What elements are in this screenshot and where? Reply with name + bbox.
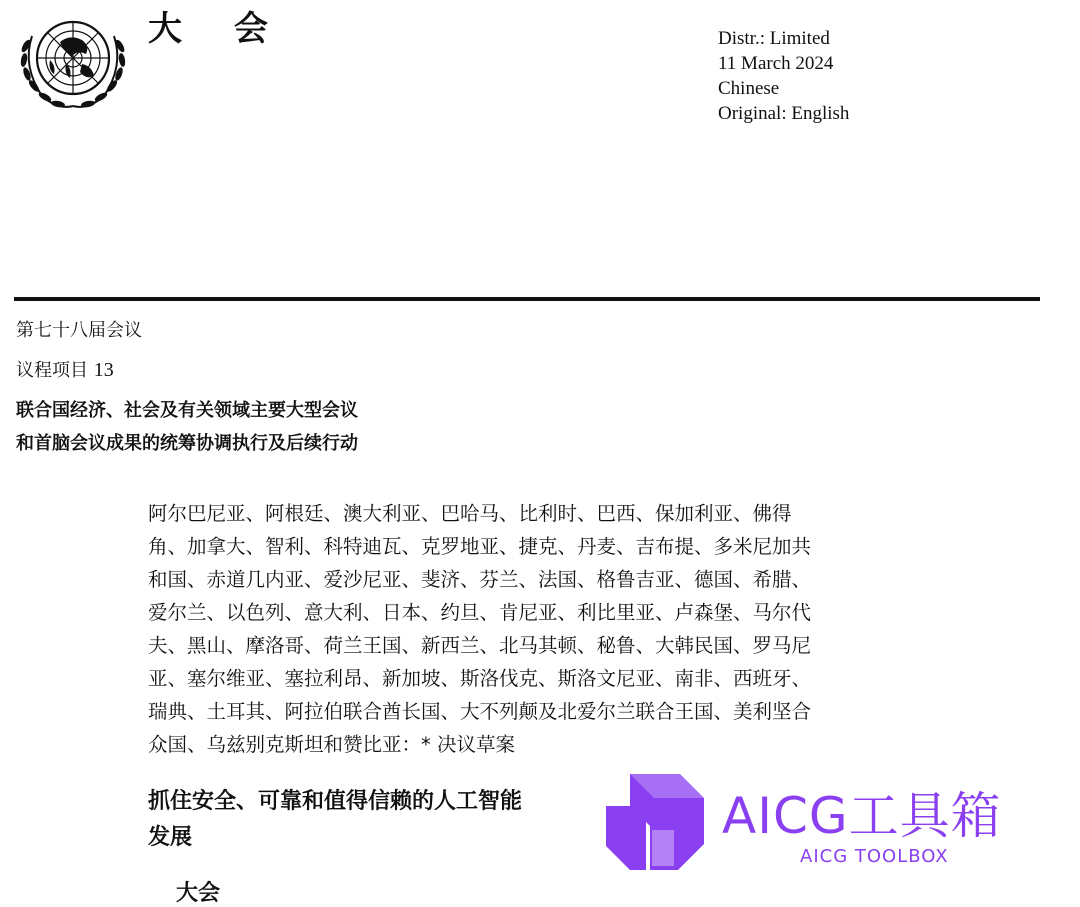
agenda-item	[16, 356, 114, 382]
sponsor-line: 和国、赤道几内亚、爱沙尼亚、斐济、芬兰、法国、格鲁吉亚、德国、希腊、	[148, 568, 812, 591]
sponsor-line: 阿尔巴尼亚、阿根廷、澳大利亚、巴哈马、比利时、巴西、保加利亚、佛得	[148, 502, 792, 525]
session-label: 第七十八届会议	[16, 320, 142, 341]
un-emblem-icon	[12, 6, 134, 116]
draft-title-line: 发展	[148, 825, 193, 850]
watermark-title: AICG工具箱	[722, 787, 1002, 845]
original-language: Original: English	[718, 103, 850, 124]
sponsor-line: 瑞典、土耳其、阿拉伯联合酋长国、大不列颠及北爱尔兰联合王国、美利坚合	[148, 700, 812, 723]
draft-resolution-title	[148, 784, 522, 856]
sponsor-line: 夫、黑山、摩洛哥、荷兰王国、新西兰、北马其顿、秘鲁、大韩民国、罗马尼	[148, 634, 812, 657]
assembly-paragraph-start: 大会	[176, 881, 221, 906]
sponsor-list	[148, 497, 912, 761]
agenda-item-title	[16, 394, 358, 460]
sponsor-line: 角、加拿大、智利、科特迪瓦、克罗地亚、捷克、丹麦、吉布提、多米尼加共	[148, 535, 812, 558]
draft-title-line: 抓住安全、可靠和值得信赖的人工智能	[148, 789, 523, 814]
sponsor-line: 众国、乌兹别克斯坦和赞比亚：* 决议草案	[148, 733, 515, 756]
document-date: 11 March 2024	[718, 53, 834, 74]
document-language: Chinese	[718, 78, 780, 99]
distribution-status: Distr.: Limited	[718, 28, 830, 49]
agenda-title-line: 和首脑会议成果的统筹协调执行及后续行动	[16, 433, 358, 454]
agenda-number: 13	[93, 359, 114, 381]
watermark-subtitle: AICG TOOLBOX	[800, 846, 949, 867]
header-divider	[14, 297, 1040, 301]
agenda-prefix: 议程项目	[16, 360, 88, 381]
document-body-title: 大 会	[148, 9, 288, 49]
aicg-logo-icon	[600, 766, 712, 878]
distribution-block	[718, 26, 849, 126]
aicg-watermark	[560, 760, 1080, 890]
agenda-title-line: 联合国经济、社会及有关领域主要大型会议	[16, 400, 358, 421]
sponsor-line: 爱尔兰、以色列、意大利、日本、约旦、肯尼亚、利比里亚、卢森堡、马尔代	[148, 601, 812, 624]
sponsor-line: 亚、塞尔维亚、塞拉利昂、新加坡、斯洛伐克、斯洛文尼亚、南非、西班牙、	[148, 667, 812, 690]
